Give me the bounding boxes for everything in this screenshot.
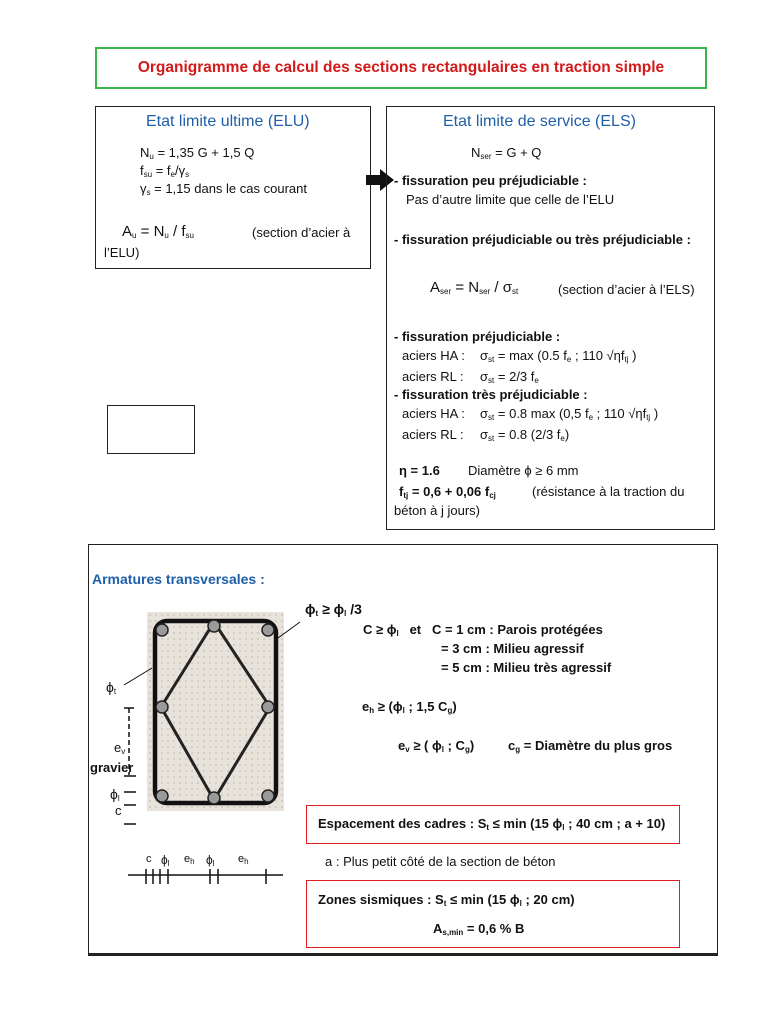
els-ftj-note2: béton à j jours) <box>394 503 480 518</box>
els-ftj-note: (résistance à la traction du <box>532 484 685 499</box>
c-condition-2: = 3 cm : Milieu agressif <box>441 641 584 656</box>
empty-box <box>107 405 195 454</box>
elu-fsu-formula: $f_{su} = f_e/\gamma_s$ <box>140 163 190 179</box>
eh-formula: $e_h \ge (\phi_l$ ; 1,5 $C_g$) <box>362 699 457 715</box>
page-title: Organigramme de calcul des sections rectangulaires en traction simple <box>137 59 665 76</box>
dimension-lines <box>100 600 360 840</box>
c-condition-3: = 5 cm : Milieu très agressif <box>441 660 612 675</box>
els-fp: - fissuration préjudiciable : <box>394 329 561 344</box>
els-ha2-label: aciers HA : <box>402 406 465 421</box>
spacing-formula: Espacement des cadres : $S_t \le \min (15$ $\phi_l$ ; 40 cm ; a + 10) <box>318 816 666 832</box>
els-rl-formula: $\sigma_{st} = 2/3$ $f_e$ <box>480 369 539 385</box>
els-aser-formula: $A_{ser} = N_{ser} / \sigma_{st}$ <box>430 279 519 296</box>
seismic-box <box>306 880 680 948</box>
els-rl2-label: aciers RL : <box>402 427 464 442</box>
axis-label-c: c <box>146 853 152 865</box>
axis-label-eh1: $e_h$ <box>184 853 195 866</box>
els-ha-formula: $\sigma_{st} = \max (0.5$ $f_e$ ; 110 $√\eta f_{tj}$ ) <box>480 348 637 364</box>
els-fp-tp: - fissuration préjudiciable ou très préjudiciable : <box>394 232 691 247</box>
leader-line <box>278 622 300 638</box>
asmin-formula: $A_{s,min} = 0,6$ % B <box>433 921 525 937</box>
axis-label-eh2: $e_h$ <box>238 853 249 866</box>
label-phi-l: $\phi_l$ <box>110 786 120 803</box>
els-ha2-formula: $\sigma_{st} = 0.8$ max (0,5 $f_e$ ; 110 $√\eta f_{tj}$ ) <box>480 406 659 422</box>
label-gravier: gravier <box>90 760 134 775</box>
els-fpp: - fissuration peu préjudiciable : <box>394 173 587 188</box>
ev-formula: $e_v$ ≥ ( $\phi_l$ ; $C_g$) <box>398 738 475 754</box>
a-note: a : Plus petit côté de la section de béton <box>325 854 556 869</box>
label-phi-t: $\phi_t$ <box>106 679 117 696</box>
els-heading: Etat limite de service (ELS) <box>443 113 636 130</box>
elu-gamma-formula: $\gamma_s = 1,15$ dans le cas courant <box>140 181 307 197</box>
axis-label-phi2: $\phi_l$ <box>206 853 215 868</box>
elu-au-formula: $A_u = N_u / f_{su}$ <box>122 223 194 240</box>
els-ha-label: aciers HA : <box>402 348 465 363</box>
elu-heading: Etat limite ultime (ELU) <box>146 113 310 130</box>
els-eta: η = 1.6 <box>399 463 440 478</box>
transv-heading: Armatures transversales : <box>92 571 265 587</box>
els-ftj-formula: $f_{tj} = 0,6 + 0,06$ $f_{cj}$ <box>399 484 496 500</box>
seismic-formula: Zones sismiques : $S_t \le \min (15$ $\phi_l$ ; 20 cm) <box>318 892 575 908</box>
cg-definition: $c_g$ = Diamètre du plus gros <box>508 738 673 754</box>
els-nser-formula: $N_{ser} = G + Q$ <box>471 145 542 161</box>
els-aser-note: (section d’acier à l’ELS) <box>558 282 695 297</box>
els-fpp-note: Pas d’autre limite que celle de l’ELU <box>406 192 615 207</box>
els-rl-label: aciers RL : <box>402 369 464 384</box>
phi-relation: $\phi_t \ge \phi_l$ /3 <box>305 601 362 618</box>
elu-box <box>95 106 371 269</box>
label-ev: $e_v$ <box>114 740 126 756</box>
els-rl2-formula: $\sigma_{st} = 0.8$ (2/3 $f_e$) <box>480 427 570 443</box>
els-diam: Diamètre ϕ ≥ 6 mm <box>468 463 579 478</box>
title-box <box>95 47 707 89</box>
label-c: c <box>115 803 122 818</box>
els-ftp: - fissuration très préjudiciable : <box>394 387 588 402</box>
c-condition-1: $C \ge \phi_l$ et C = 1 cm : Parois protégées <box>363 622 603 638</box>
spacing-axis <box>128 866 288 888</box>
els-box <box>386 106 715 530</box>
elu-au-note-end: l’ELU) <box>104 245 140 260</box>
leader-line <box>124 668 152 685</box>
elu-au-note: (section d’acier à <box>252 225 351 240</box>
axis-label-phi1: $\phi_l$ <box>161 853 170 868</box>
elu-nu-formula: $N_u = 1,35$ G + 1,5 Q <box>140 145 255 161</box>
